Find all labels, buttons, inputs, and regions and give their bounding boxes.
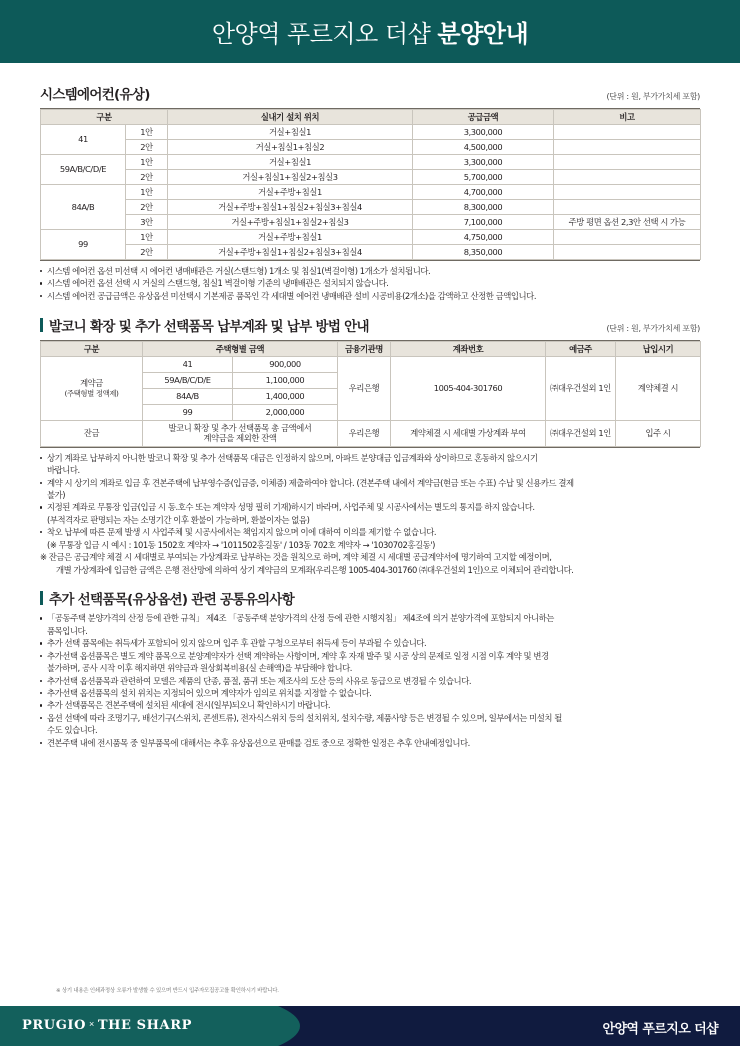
bullet-dot <box>40 692 42 694</box>
payment-table-body <box>41 356 701 446</box>
aircon-cell-type: 99 <box>41 230 126 260</box>
section2-title-wrap <box>40 315 369 335</box>
bullet-dot <box>40 742 42 744</box>
bullet-dot <box>40 531 42 533</box>
aircon-cell-note <box>554 155 701 170</box>
note-item: 시스템 에어컨 공급금액은 유상옵션 미선택시 기본제공 품목인 각 세대별 에어컨 냉매배관 설비 시공비용(2개소)을 감액하고 산정한 금액입니다. <box>40 291 700 303</box>
content-body <box>0 63 740 750</box>
aircon-cell-note: 주방 평면 옵션 2,3안 선택 시 가능 <box>554 215 701 230</box>
note-item: 계약 시 상기의 계좌로 입금 후 견본주택에 납부영수증(입금증, 이체증) 제출하여야 합니다. (견본주택 내에서 계약금(현금 또는 수표) 수납 및 신용카드 결제 <box>40 478 700 490</box>
payment-th-holder: 예금주 <box>546 341 616 356</box>
note-item: 지정된 계좌로 무통장 입금(입금 시 동.호수 또는 계약자 성명 필히 기재)하시기 바라며, 사업주체 및 시공사에서는 별도의 통지를 하지 않습니다. <box>40 502 700 514</box>
payment-cell-holder: ㈜대우건설외 1인 <box>546 356 616 420</box>
bullet-dot <box>40 717 42 719</box>
note-item: 개별 가상계좌에 입금한 금액은 은행 전산망에 의하여 상기 계약금의 모계좌(우리은행 1005-404-301760 ㈜대우건설외 1인)으로 이체되어 관리합니다. <box>56 564 574 575</box>
section3-accent-bar <box>40 591 43 605</box>
note-item: 바랍니다. <box>47 465 80 476</box>
bullet-dot <box>40 295 42 297</box>
payment-cell-timing: 입주 시 <box>616 420 701 446</box>
note-item: (부적격자로 판명되는 자는 소명기간 이후 환불이 가능하며, 환불이자는 없음) <box>47 514 310 525</box>
section1-header <box>40 83 700 103</box>
bullet-dot <box>40 655 42 657</box>
aircon-cell-note <box>554 140 701 155</box>
aircon-table-wrap <box>40 108 700 261</box>
aircon-table-row <box>41 245 701 260</box>
aircon-cell-location: 거실+주방+침실1 <box>168 185 413 200</box>
payment-cell-amount: 900,000 <box>233 356 338 372</box>
page-footer <box>0 1006 740 1046</box>
payment-th-amount: 주택형별 금액 <box>143 341 338 356</box>
aircon-cell-price: 3,300,000 <box>413 155 554 170</box>
payment-table-wrap <box>40 340 700 448</box>
page-title <box>212 14 528 49</box>
section3-notes <box>40 613 700 749</box>
note-item: 수도 있습니다. <box>47 725 98 736</box>
payment-cell-amount: 1,400,000 <box>233 388 338 404</box>
aircon-cell-location: 거실+주방+침실1+침실2+침실3 <box>168 215 413 230</box>
footer-fineprint: ※ 상기 내용은 인쇄과정상 오류가 발생할 수 있으며 반드시 입주자모집공고를 확인하시기 바랍니다. <box>56 988 279 994</box>
aircon-cell-plan: 1안 <box>126 185 168 200</box>
aircon-table-row <box>41 200 701 215</box>
bullet-dot <box>40 704 42 706</box>
aircon-cell-price: 7,100,000 <box>413 215 554 230</box>
bullet-dot <box>40 506 42 508</box>
aircon-table-row <box>41 230 701 245</box>
note-item: 착오 납부에 따른 문제 발생 시 사업주체 및 시공사에서는 책임지지 않으며 이에 대하여 이의를 제기할 수 없습니다. <box>40 527 700 539</box>
payment-cell-account: 1005-404-301760 <box>391 356 546 420</box>
bullet-dot <box>40 282 42 284</box>
aircon-cell-price: 8,350,000 <box>413 245 554 260</box>
note-item: 추가 선택 품목에는 취득세가 포함되어 있지 않으며 입주 후 관할 구청으로부터 취득세 등이 부과될 수 있습니다. <box>40 638 700 650</box>
note-item: 시스템 에어컨 옵션 선택 시 거실의 스탠드형, 침실1 벽걸이형 기준의 냉매배관은 설치되지 않습니다. <box>40 278 700 290</box>
aircon-cell-location: 거실+주방+침실1+침실2+침실3+침실4 <box>168 200 413 215</box>
logo-x-separator: × <box>89 1019 95 1029</box>
note-item: 견본주택 내에 전시품목 중 일부품목에 대해서는 추후 유상옵션으로 판매를 검토 중으로 정확한 일정은 추후 안내예정입니다. <box>40 738 700 750</box>
aircon-cell-location: 거실+침실1+침실2+침실3 <box>168 170 413 185</box>
payment-th-division: 구분 <box>41 341 143 356</box>
payment-cell-housing-type: 59A/B/C/D/E <box>143 372 233 388</box>
section1-unit-note: (단위 : 원, 부가가치세 포함) <box>606 92 700 101</box>
aircon-cell-note <box>554 170 701 185</box>
aircon-th-note: 비고 <box>554 110 701 125</box>
note-item: 추가선택 옵션품목은 별도 계약 품목으로 분양계약자가 선택 계약하는 사항이며, 계약 후 자재 발주 및 시공 상의 문제로 일정 시점 이후 계약 및 변경 <box>40 651 700 663</box>
payment-th-bank: 금융기관명 <box>338 341 391 356</box>
payment-th-timing: 납입시기 <box>616 341 701 356</box>
note-item: ※ 잔금은 공급계약 체결 시 세대별로 부여되는 가상계좌로 납부하는 것을 원칙으로 하며, 계약 체결 시 세대별 공급계약서에 명기하여 고지할 예정이며, <box>40 552 552 563</box>
note-item: 「공동주택 분양가격의 산정 등에 관한 규칙」 제4조 「공동주택 분양가격의 산정 등에 관한 시행지침」 제4조에 의거 분양가격에 포함되지 아니하는 <box>40 613 700 625</box>
payment-th-account: 계좌번호 <box>391 341 546 356</box>
aircon-table-row <box>41 170 701 185</box>
bullet-dot <box>40 680 42 682</box>
aircon-cell-location: 거실+주방+침실1+침실2+침실3+침실4 <box>168 245 413 260</box>
payment-cell-bank: 우리은행 <box>338 420 391 446</box>
aircon-cell-note <box>554 230 701 245</box>
page-title-light: 안양역 푸르지오 더샵 <box>211 20 438 48</box>
payment-cell-holder: ㈜대우건설외 1인 <box>546 420 616 446</box>
section2-unit-note: (단위 : 원, 부가가치세 포함) <box>606 323 700 333</box>
aircon-cell-location: 거실+침실1 <box>168 125 413 140</box>
payment-table-row <box>41 420 701 446</box>
aircon-table-row <box>41 155 701 170</box>
aircon-cell-note <box>554 125 701 140</box>
aircon-cell-plan: 2안 <box>126 200 168 215</box>
section1-title: 시스템에어컨(유상) <box>40 87 150 103</box>
aircon-cell-price: 5,700,000 <box>413 170 554 185</box>
aircon-cell-plan: 1안 <box>126 230 168 245</box>
aircon-cell-note <box>554 200 701 215</box>
bullet-dot <box>40 617 42 619</box>
section3-title: 추가 선택품목(유상옵션) 관련 공통유의사항 <box>49 592 295 609</box>
bullet-dot <box>40 270 42 272</box>
aircon-cell-note <box>554 185 701 200</box>
logo-prugio: PRUGIO <box>22 1018 87 1033</box>
note-item: (※ 무통장 입금 시 예시 : 101동 1502호 계약자 → '1011502홍길동' / 103동 702호 계약자 → '1030702홍길동') <box>47 539 435 550</box>
footer-brand-logo <box>22 1018 192 1033</box>
aircon-table-body <box>41 125 701 260</box>
payment-cell-account: 계약체결 시 세대별 가상계좌 부여 <box>391 420 546 446</box>
section2-accent-bar <box>40 318 43 332</box>
aircon-cell-type: 59A/B/C/D/E <box>41 155 126 185</box>
aircon-cell-plan: 1안 <box>126 125 168 140</box>
aircon-cell-note <box>554 245 701 260</box>
bullet-dot <box>40 457 42 459</box>
aircon-cell-type: 84A/B <box>41 185 126 230</box>
note-item: 추가선택 옵션품목과 관련하여 모델은 제품의 단종, 품절, 품귀 또는 제조사의 도산 등의 사유로 동급으로 변경될 수 있습니다. <box>40 676 700 688</box>
aircon-table-row <box>41 215 701 230</box>
note-item: 상기 계좌로 납부하지 아니한 발코니 확장 및 추가 선택품목 대금은 인정하지 않으며, 아파트 분양대금 입금계좌와 상이하므로 혼동하지 않으시기 <box>40 453 700 465</box>
bullet-dot <box>40 482 42 484</box>
payment-table-header-row <box>41 341 701 356</box>
aircon-cell-price: 3,300,000 <box>413 125 554 140</box>
note-item: 품목입니다. <box>47 625 88 636</box>
aircon-table-header-row <box>41 110 701 125</box>
section2-title: 발코니 확장 및 추가 선택품목 납부계좌 및 납부 방법 안내 <box>49 318 369 335</box>
aircon-cell-plan: 2안 <box>126 245 168 260</box>
section1-notes <box>40 266 700 303</box>
payment-table <box>40 341 701 447</box>
payment-cell-amount: 1,100,000 <box>233 372 338 388</box>
section1-title-wrap <box>40 83 150 103</box>
aircon-table-row <box>41 185 701 200</box>
aircon-th-type: 구분 <box>41 110 168 125</box>
footer-project-name: 안양역 푸르지오 더샵 <box>602 1022 718 1037</box>
note-item: 불가하며, 공사 시작 이후 해지하면 위약금과 원상회복비용(실 손해액)을 부담해야 합니다. <box>47 663 353 674</box>
note-item: 추가선택 옵션품목의 설치 위치는 지정되어 있으며 계약자가 임의로 위치를 지정할 수 없습니다. <box>40 688 700 700</box>
aircon-cell-price: 4,500,000 <box>413 140 554 155</box>
payment-cell-housing-type: 84A/B <box>143 388 233 404</box>
payment-cell-amount: 발코니 확장 및 추가 선택품목 총 금액에서 계약금을 제외한 잔액 <box>143 420 338 446</box>
bullet-dot <box>40 642 42 644</box>
aircon-cell-price: 4,700,000 <box>413 185 554 200</box>
section3-header <box>40 588 700 608</box>
aircon-cell-location: 거실+주방+침실1 <box>168 230 413 245</box>
payment-cell-bank: 우리은행 <box>338 356 391 420</box>
aircon-cell-price: 8,300,000 <box>413 200 554 215</box>
aircon-th-price: 공급금액 <box>413 110 554 125</box>
payment-cell-housing-type: 41 <box>143 356 233 372</box>
page-banner <box>0 0 740 63</box>
aircon-cell-plan: 2안 <box>126 140 168 155</box>
aircon-cell-type: 41 <box>41 125 126 155</box>
aircon-cell-location: 거실+침실1+침실2 <box>168 140 413 155</box>
payment-cell-division-main: 계약금 <box>80 377 103 388</box>
note-item: 추가 선택품목은 견본주택에 설치된 세대에 전시(일부)되오니 확인하시기 바랍니다. <box>40 700 700 712</box>
payment-cell-division: 잔금 <box>41 420 143 446</box>
note-item: 시스템 에어컨 옵션 미선택 시 에어컨 냉매배관은 거실(스탠드형) 1개소 및 침실1(벽걸이형) 1개소가 설치됩니다. <box>40 266 700 278</box>
payment-table-row <box>41 356 701 372</box>
payment-cell-housing-type: 99 <box>143 404 233 420</box>
payment-cell-division <box>41 356 143 420</box>
payment-cell-amount: 2,000,000 <box>233 404 338 420</box>
page-title-bold: 분양안내 <box>437 20 529 48</box>
section3-title-wrap <box>40 588 294 608</box>
payment-cell-timing: 계약체결 시 <box>616 356 701 420</box>
note-item: 불가) <box>47 490 66 501</box>
aircon-cell-plan: 3안 <box>126 215 168 230</box>
payment-cell-division-sub: (주택형별 정액제) <box>64 389 119 399</box>
aircon-table-row <box>41 140 701 155</box>
aircon-cell-price: 4,750,000 <box>413 230 554 245</box>
aircon-table-row <box>41 125 701 140</box>
note-item: 옵션 선택에 따라 조명기구, 배선기구(스위치, 콘센트류), 전자식스위치 등의 설치위치, 설치수량, 제품사양 등은 변경될 수 있으며, 일부에서는 미설치 될 <box>40 713 700 725</box>
logo-thesharp: THE SHARP <box>97 1018 193 1033</box>
aircon-th-location: 실내기 설치 위치 <box>168 110 413 125</box>
section2-notes <box>40 453 700 577</box>
aircon-table <box>40 109 701 260</box>
aircon-cell-location: 거실+침실1 <box>168 155 413 170</box>
aircon-cell-plan: 2안 <box>126 170 168 185</box>
section2-header <box>40 315 700 335</box>
aircon-cell-plan: 1안 <box>126 155 168 170</box>
